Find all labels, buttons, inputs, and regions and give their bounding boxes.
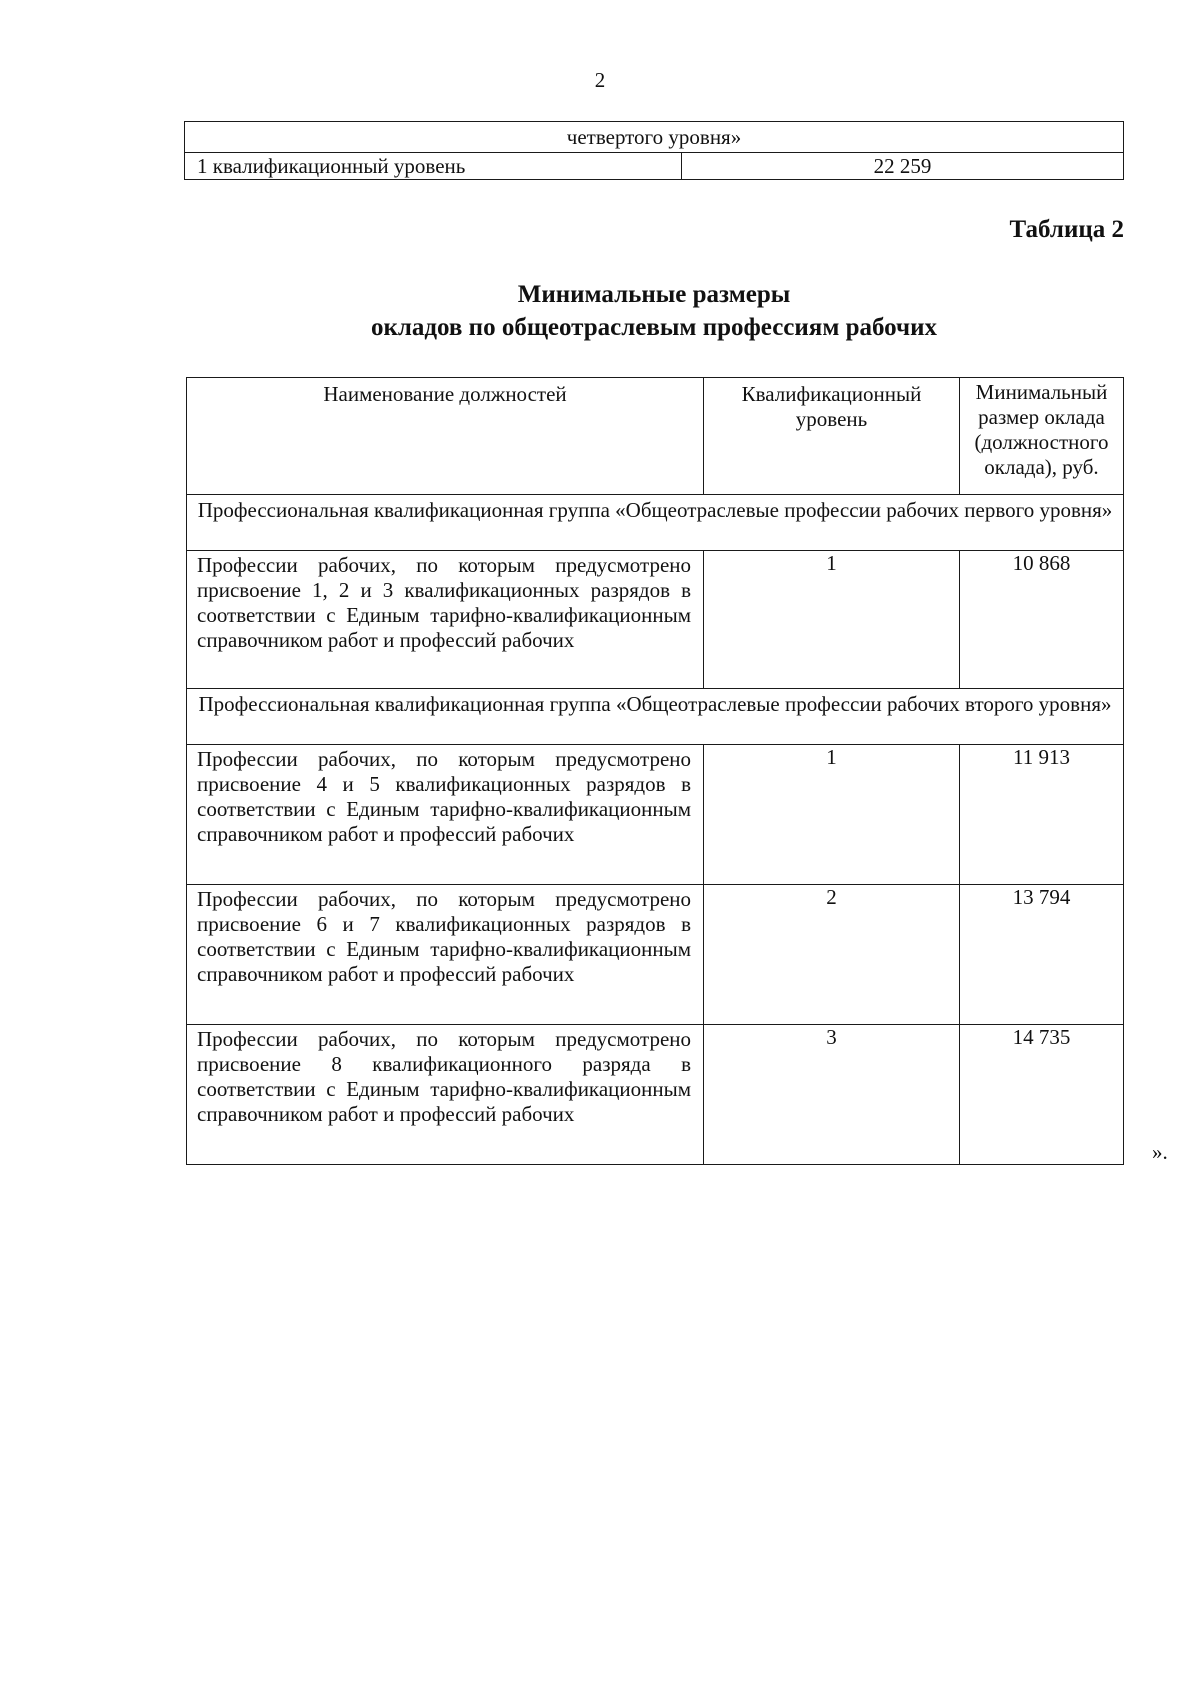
qualification-level: 1 [704,551,960,689]
table-row [187,495,1124,551]
table-row [187,1025,1124,1165]
min-salary: 10 868 [960,551,1124,689]
qualification-level: 2 [704,885,960,1025]
qualification-level-label: 1 квалификационный уровень [185,153,682,180]
qualification-level: 3 [704,1025,960,1165]
min-salary: 11 913 [960,745,1124,885]
profession-description: Профессии рабочих, по которым предусмотрено присвоение 4 и 5 квалификационных разрядов в соответствии с Единым тарифно-квалификационным справочником работ и профессий рабочих [187,745,704,885]
table-row [185,122,1124,153]
table-title [0,278,1200,344]
header-min-salary: Минимальный размер оклада (должностного оклада), руб. [960,378,1124,495]
table-row [187,551,1124,689]
header-qualification-level: Квалификационный уровень [704,378,960,495]
profession-description: Профессии рабочих, по которым предусмотрено присвоение 1, 2 и 3 квалификационных разрядов в соответствии с Единым тарифно-квалификационным справочником работ и профессий рабочих [187,551,704,689]
profession-description: Профессии рабочих, по которым предусмотрено присвоение 6 и 7 квалификационных разрядов в соответствии с Единым тарифно-квалификационным справочником работ и профессий рабочих [187,885,704,1025]
table-header-row [187,378,1124,495]
table-label: Таблица 2 [1009,216,1124,243]
table-row [185,153,1124,180]
min-salary: 13 794 [960,885,1124,1025]
header-position-name: Наименование должностей [187,378,704,495]
group-title: Профессиональная квалификационная группа «Общеотраслевые профессии рабочих второго уровня» [187,689,1124,745]
table-row [187,745,1124,885]
table-row [187,689,1124,745]
continuation-table [184,121,1124,180]
salary-table [186,377,1124,1165]
profession-description: Профессии рабочих, по которым предусмотрено присвоение 8 квалификационного разряда в соответствии с Единым тарифно-квалификационным справочником работ и профессий рабочих [187,1025,704,1165]
qualification-level: 1 [704,745,960,885]
min-salary: 14 735 [960,1025,1124,1165]
page-number: 2 [594,68,606,92]
group-continuation: четвертого уровня» [185,122,1124,153]
title-line-1: Минимальные размеры [517,281,791,308]
title-line-2: окладов по общеотраслевым профессиям рабочих [370,314,938,341]
table-row [187,885,1124,1025]
closing-quote-mark: ». [1152,1140,1168,1164]
group-title: Профессиональная квалификационная группа «Общеотраслевые профессии рабочих первого уровня» [187,495,1124,551]
salary-value: 22 259 [682,153,1124,180]
